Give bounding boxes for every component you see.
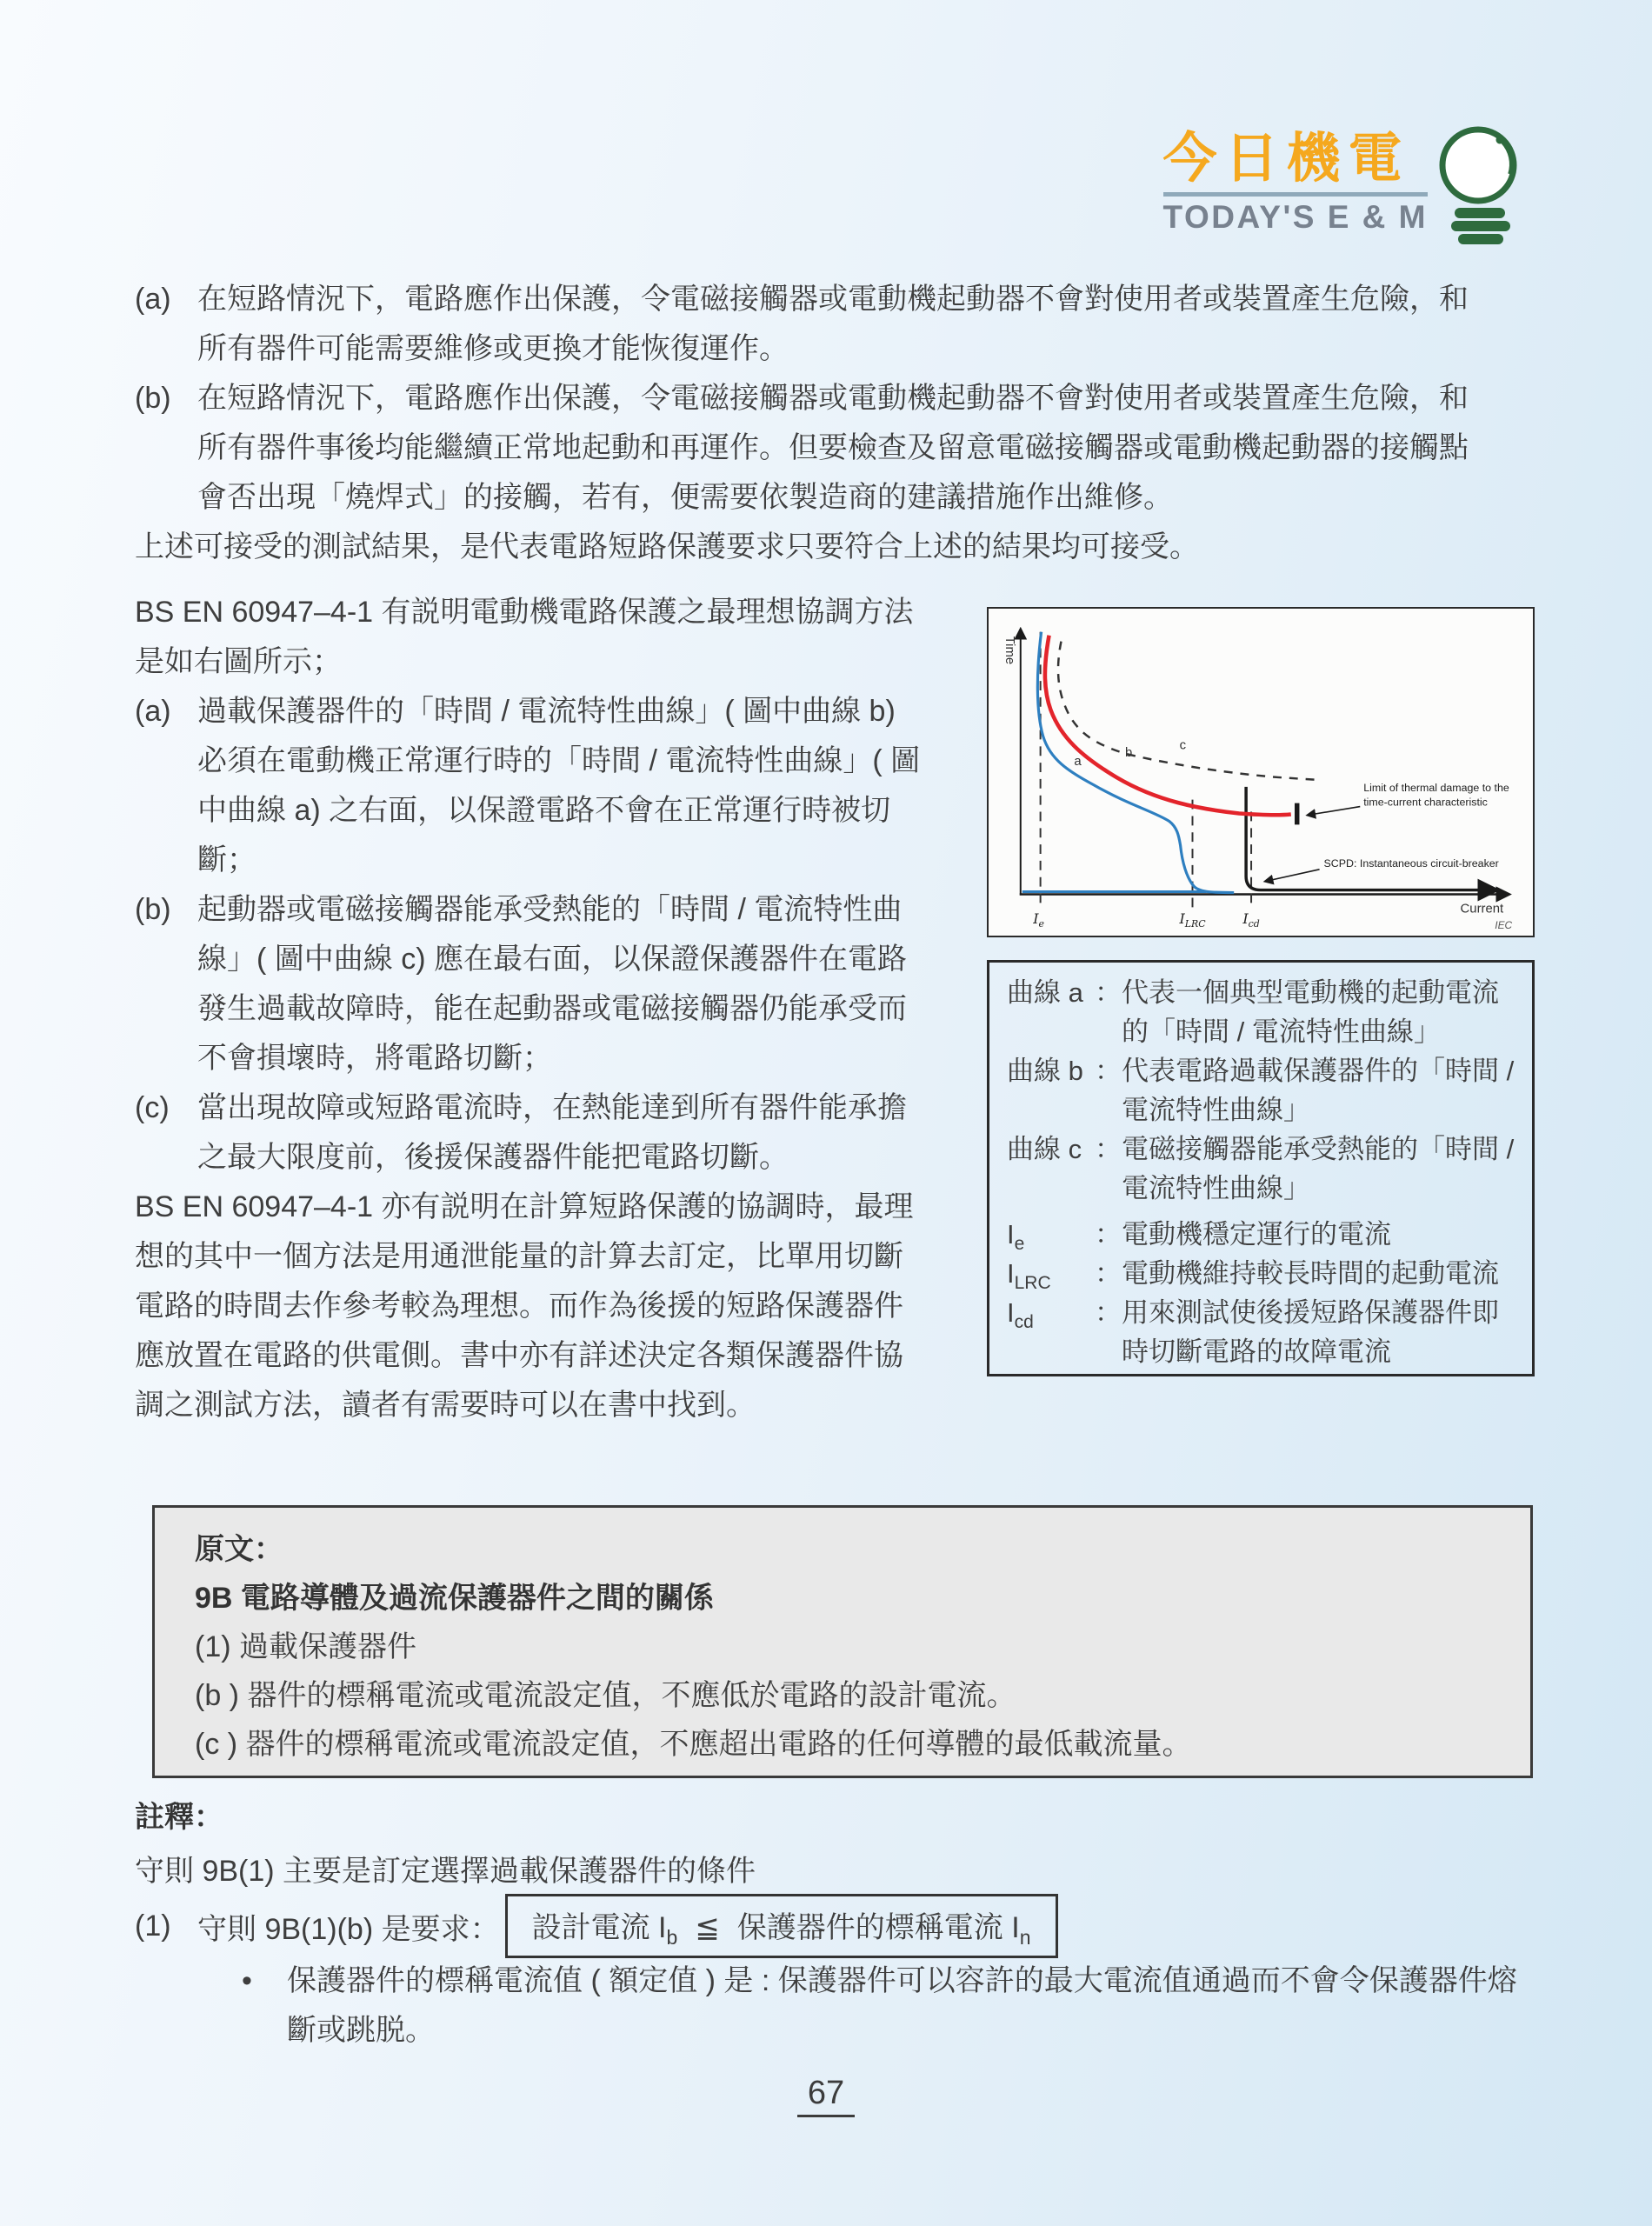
legend-definition: 代表電路過載保護器件的「時間 / 電流特性曲線」 — [1122, 1056, 1515, 1125]
bullet-icon: • — [242, 1964, 252, 1997]
formula-rhs: 保護器件的標稱電流 $I_n$ — [736, 1910, 1031, 1949]
source-heading: 原文： — [195, 1533, 283, 1566]
intro-item-b — [135, 374, 1495, 523]
legend-term: 曲線 b ： — [1007, 1056, 1122, 1086]
intro-section — [135, 275, 1495, 572]
legend-definition: 電動機維持較長時間的起動電流 — [1122, 1258, 1499, 1289]
lightbulb-icon — [1436, 123, 1523, 251]
notes-heading: 註釋： — [135, 1801, 223, 1834]
source-line: (1) 過載保護器件 — [195, 1630, 416, 1663]
legend-term: $I_{cd}$ ： — [1007, 1297, 1122, 1333]
legend-definition: 代表一個典型電動機的起動電流的「時間 / 電流特性曲線」 — [1122, 977, 1499, 1047]
legend-row-icd — [1007, 1293, 1518, 1371]
brand-title: 今日機電 — [1162, 129, 1410, 189]
tick-ie: $I_e$ — [1033, 910, 1045, 930]
annotation-thermal-limit-line1: Limit of thermal damage to the — [1363, 781, 1509, 794]
time-current-chart — [987, 607, 1535, 937]
paragraph-bs-en-2: BS EN 60947–4-1 亦有説明在計算短路保護的協調時，最理想的其中一個方法是用通泄能量的計算去訂定，比單用切斷電路的時間去作參考較為理想。而作為後援的短路保護器件應放置在電路的供電側。書中亦有詳述決定各類保護器件協調之測試方法，讀者有需要時可以在書中找到。 — [135, 1190, 914, 1422]
y-axis-label: Time — [1002, 636, 1016, 665]
legend-row-ie — [1007, 1215, 1518, 1254]
bullet-text: 保護器件的標稱電流值 ( 額定值 ) 是 : 保護器件可以容許的最大電流值通過而不會令保護器件熔斷或跳脱。 — [287, 1964, 1517, 2047]
brand-logo — [1163, 130, 1523, 251]
formula-prefix: 守則 9B(1)(b) 是要求： — [197, 1912, 500, 1946]
intro-summary: 上述可接受的測試結果，是代表電路短路保護要求只要符合上述的結果均可接受。 — [135, 530, 1199, 563]
notes-item-1 — [135, 1892, 1058, 1960]
main-item-c — [135, 1083, 922, 1183]
item-text: 過載保護器件的「時間 / 電流特性曲線」( 圖中曲線 b) 必須在電動機正常運行時的「時間 / 電流特性曲線」( 圖中曲線 a) 之右面，以保證電路不會在正常運行時被切斷； — [197, 695, 921, 876]
legend-definition: 用來測試使後援短路保護器件即時切斷電路的故障電流 — [1122, 1297, 1499, 1367]
item-text: 在短路情況下，電路應作出保護，令電磁接觸器或電動機起動器不會對使用者或裝置產生危險，和所有器件事後均能繼續正常地起動和再運作。但要檢查及留意電磁接觸器或電動機起動器的接觸點會否出現「燒焊式」的接觸，若有，便需要依製造商的建議措施作出維修。 — [197, 382, 1469, 514]
source-title: 9B 電路導體及過流保護器件之間的關係 — [195, 1582, 714, 1615]
page-number: 67 — [797, 2075, 855, 2117]
item-marker: (b) — [135, 893, 171, 926]
item-text: 起動器或電磁接觸器能承受熱能的「時間 / 電流特性曲線」( 圖中曲線 c) 應在最右面，以保證保護器件在電路發生過載故障時，能在起動器或電磁接觸器仍能承受而不會損壞時，將電路切斷； — [197, 893, 907, 1075]
curve-c-label: c — [1179, 738, 1187, 753]
item-text: 當出現故障或短路電流時，在熱能達到所有器件能承擔之最大限度前，後援保護器件能把電路切斷。 — [197, 1091, 907, 1174]
curve-a — [1037, 632, 1234, 893]
tick-icd: $I_{cd}$ — [1242, 910, 1260, 930]
curve-b — [1045, 636, 1291, 815]
intro-item-a — [135, 275, 1495, 374]
brand-divider — [1163, 192, 1428, 197]
legend-term: $I_e$ ： — [1007, 1219, 1122, 1255]
x-axis-label: Current — [1460, 902, 1504, 916]
legend-row-curve-a — [1007, 973, 1518, 1051]
item-marker: (1) — [135, 1909, 171, 1943]
item-marker: (c) — [135, 1091, 170, 1124]
page-footer — [0, 2075, 1652, 2117]
tick-ilrc: $I_{LRC}$ — [1179, 910, 1206, 930]
curve-b-label: b — [1124, 746, 1133, 761]
main-item-b — [135, 885, 922, 1083]
source-quote-box — [152, 1505, 1533, 1778]
item-marker: (b) — [135, 382, 171, 415]
notes-bullet-item — [242, 1956, 1534, 2056]
curve-c — [1058, 642, 1319, 780]
source-line: (b ) 器件的標稱電流或電流設定值，不應低於電路的設計電流。 — [195, 1679, 1016, 1712]
design-current-formula-box — [505, 1894, 1058, 1959]
legend-definition: 電動機穩定運行的電流 — [1122, 1219, 1391, 1250]
legend-term: 曲線 a ： — [1007, 977, 1122, 1008]
legend-term: $I_{LRC}$ ： — [1007, 1258, 1122, 1294]
annotation-arrow-1 — [1308, 807, 1361, 816]
legend-row-curve-c — [1007, 1130, 1518, 1208]
annotation-arrow-2 — [1265, 870, 1320, 882]
annotation-thermal-limit-line2: time-current characteristic — [1363, 796, 1488, 809]
curve-a-label: a — [1074, 755, 1082, 770]
annotation-scpd: SCPD: Instantaneous circuit-breaker — [1323, 856, 1499, 870]
legend-definition: 電磁接觸器能承受熱能的「時間 / 電流特性曲線」 — [1122, 1134, 1515, 1203]
main-item-a — [135, 687, 922, 885]
notes-line: 守則 9B(1) 主要是訂定選擇過載保護器件的條件 — [135, 1855, 756, 1888]
item-text: 在短路情況下，電路應作出保護，令電磁接觸器或電動機起動器不會對使用者或裝置產生危險，和所有器件可能需要維修或更換才能恢復運作。 — [197, 283, 1469, 365]
less-equal-operator: ≦ — [695, 1910, 720, 1944]
legend-row-curve-b — [1007, 1051, 1518, 1130]
paragraph-bs-en-1: BS EN 60947–4-1 有説明電動機電路保護之最理想協調方法是如右圖所示； — [135, 596, 914, 678]
item-marker: (a) — [135, 283, 171, 316]
legend-row-ilrc — [1007, 1254, 1518, 1293]
brand-logo-text — [1162, 129, 1428, 236]
source-line: (c ) 器件的標稱電流或電流設定值，不應超出電路的任何導體的最低載流量。 — [195, 1728, 1192, 1761]
iec-credit: IEC — [1495, 919, 1513, 932]
item-marker: (a) — [135, 695, 171, 728]
brand-subtitle: TODAY'S E & M — [1162, 199, 1428, 236]
chart-legend-box — [987, 960, 1535, 1376]
main-text-column — [135, 588, 922, 1430]
formula-lhs: 設計電流 $I_b$ — [531, 1910, 678, 1949]
legend-term: 曲線 c ： — [1007, 1134, 1122, 1164]
